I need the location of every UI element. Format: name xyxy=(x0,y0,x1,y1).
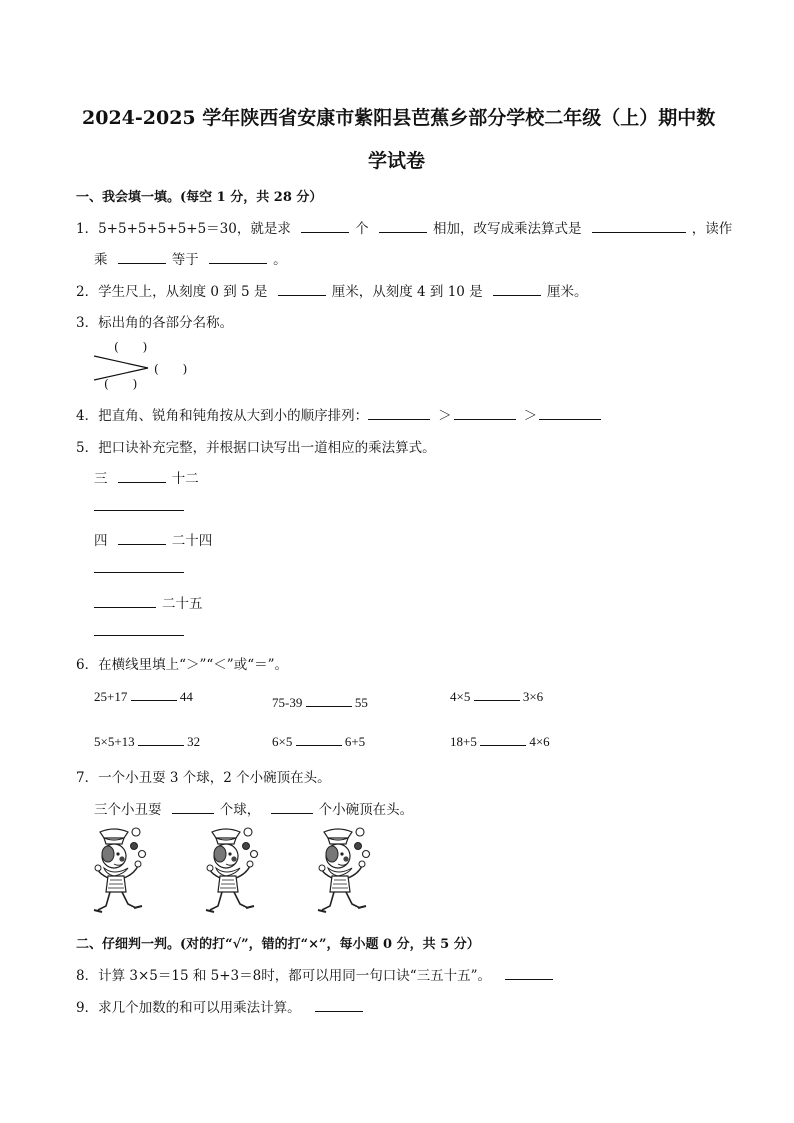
question-3 xyxy=(76,311,233,331)
q6-item-5-right: 6+5 xyxy=(344,734,366,749)
angle-label-side-top[interactable]: ( ) xyxy=(114,340,148,354)
question-4 xyxy=(76,404,601,424)
q1-text-g: 。 xyxy=(273,252,287,268)
q1-text-a: 5+5+5+5+5+5＝30，就是求 xyxy=(98,221,291,237)
q1-blank-1[interactable] xyxy=(301,220,349,233)
q7-fill-line xyxy=(94,798,413,818)
q6-item-4 xyxy=(94,733,200,750)
q4-gt-2: ＞ xyxy=(523,408,538,424)
q6-item-4-right: 32 xyxy=(187,734,201,749)
q9-text: 求几个加数的和可以用乘法计算。 xyxy=(98,1000,301,1016)
angle-label-vertex[interactable]: ( ) xyxy=(154,362,188,376)
q5-row3-blank[interactable] xyxy=(94,595,156,608)
q6-item-6-left: 18+5 xyxy=(450,734,477,749)
q6-item-1-right: 44 xyxy=(179,689,193,704)
q5-row1-b: 十二 xyxy=(171,471,199,487)
q7-blank-1[interactable] xyxy=(172,801,214,814)
q3-number: 3． xyxy=(76,315,99,331)
q1-blank-5[interactable] xyxy=(209,251,267,264)
q6-item-6 xyxy=(450,733,550,750)
q6-item-2-blank[interactable] xyxy=(306,694,352,707)
q2-blank-1[interactable] xyxy=(278,283,326,296)
question-8 xyxy=(76,964,553,984)
q5-row1-blank[interactable] xyxy=(118,470,166,483)
q5-rhyme-row2 xyxy=(94,529,212,549)
q9-number: 9． xyxy=(76,1000,99,1016)
q6-item-5-blank[interactable] xyxy=(296,733,342,746)
q3-text: 标出角的各部分名称。 xyxy=(98,315,234,331)
q2-text-b: 厘米，从刻度 4 到 10 是 xyxy=(331,284,483,300)
q2-number: 2． xyxy=(76,284,99,300)
q4-gt-1: ＞ xyxy=(438,408,452,424)
q7-text-c: 个小碗顶在头。 xyxy=(318,802,414,818)
q9-answer-blank[interactable] xyxy=(315,999,363,1012)
q6-item-2-right: 55 xyxy=(354,695,368,710)
q8-number: 8． xyxy=(76,968,99,984)
question-9 xyxy=(76,996,363,1016)
q1-blank-4[interactable] xyxy=(118,251,166,264)
question-5 xyxy=(76,436,436,456)
angle-label-side-bottom[interactable]: ( ) xyxy=(104,377,138,391)
q6-number: 6． xyxy=(76,657,99,673)
q4-blank-1[interactable] xyxy=(368,407,430,420)
page-title-line1: 2024-2025 学年陕西省安康市紫阳县芭蕉乡部分学校二年级（上）期中数 xyxy=(82,107,716,129)
clown-illustrations xyxy=(86,826,386,918)
q5-row2-a: 四 xyxy=(94,533,108,549)
q6-item-1 xyxy=(94,688,193,705)
q6-text: 在横线里填上“＞”“＜”或“＝”。 xyxy=(98,657,289,673)
q1-number: 1． xyxy=(76,221,99,237)
q5-rhyme-row3 xyxy=(94,592,203,612)
question-6 xyxy=(76,653,288,673)
section1-heading: 一、我会填一填。(每空 1 分，共 28 分） xyxy=(76,190,323,205)
q6-item-2 xyxy=(272,694,368,711)
q5-row2-b: 二十四 xyxy=(171,533,213,549)
q2-text-a: 学生尺上，从刻度 0 到 5 是 xyxy=(98,284,268,300)
question-1-line1 xyxy=(76,217,732,237)
q7-blank-2[interactable] xyxy=(271,801,313,814)
q8-text: 计算 3×5＝15 和 5+3＝8时，都可以用同一句口诀“三五十五”。 xyxy=(98,968,492,984)
q6-item-3-right: 3×6 xyxy=(522,689,544,704)
q6-item-6-right: 4×6 xyxy=(529,734,550,749)
q4-blank-3[interactable] xyxy=(539,407,601,420)
q6-item-5-left: 6×5 xyxy=(272,734,293,749)
q4-blank-2[interactable] xyxy=(454,407,516,420)
q5-row3-b: 二十五 xyxy=(162,596,203,612)
q6-item-4-blank[interactable] xyxy=(138,733,184,746)
q7-text-a: 三个小丑耍 xyxy=(94,802,162,818)
q4-text: 把直角、锐角和钝角按从大到小的顺序排列： xyxy=(98,408,369,424)
q6-item-5 xyxy=(272,733,365,750)
q1-text-b: 个 xyxy=(355,221,369,237)
question-2 xyxy=(76,280,587,300)
q6-item-6-blank[interactable] xyxy=(480,733,526,746)
q1-text-e: 乘 xyxy=(94,252,108,268)
q6-item-3 xyxy=(450,688,543,705)
q1-blank-3[interactable] xyxy=(592,220,686,233)
q5-row3-equation-blank[interactable] xyxy=(94,635,184,636)
q4-number: 4． xyxy=(76,408,99,424)
page-title-line2: 学试卷 xyxy=(368,150,426,172)
q1-blank-2[interactable] xyxy=(379,220,427,233)
q2-blank-2[interactable] xyxy=(493,283,541,296)
question-7 xyxy=(76,766,331,786)
q7-number: 7． xyxy=(76,770,99,786)
q5-row2-equation-blank[interactable] xyxy=(94,572,184,573)
q8-answer-blank[interactable] xyxy=(505,967,553,980)
q6-item-3-blank[interactable] xyxy=(474,688,520,701)
q7-text: 一个小丑耍 3 个球，2 个小碗顶在头。 xyxy=(98,770,331,786)
q1-text-d: ，读作 xyxy=(691,221,733,237)
section2-heading: 二、仔细判一判。(对的打“√”，错的打“×”，每小题 0 分，共 5 分） xyxy=(76,937,480,952)
q1-text-c: 相加，改写成乘法算式是 xyxy=(432,221,582,237)
q5-row1-a: 三 xyxy=(94,471,108,487)
question-1-line2 xyxy=(94,248,287,268)
q5-row2-blank[interactable] xyxy=(118,532,166,545)
q6-item-1-blank[interactable] xyxy=(131,688,177,701)
q7-text-b: 个球， xyxy=(219,802,261,818)
q5-number: 5． xyxy=(76,440,99,456)
q2-text-c: 厘米。 xyxy=(546,284,588,300)
q6-item-3-left: 4×5 xyxy=(450,689,471,704)
q1-text-f: 等于 xyxy=(171,252,199,268)
q5-text: 把口诀补充完整，并根据口诀写出一道相应的乘法算式。 xyxy=(98,440,436,456)
q6-item-4-left: 5×5+13 xyxy=(94,734,135,749)
q6-item-2-left: 75-39 xyxy=(272,695,303,710)
q5-rhyme-row1 xyxy=(94,467,199,487)
q5-row1-equation-blank[interactable] xyxy=(94,510,184,511)
q6-item-1-left: 25+17 xyxy=(94,689,128,704)
